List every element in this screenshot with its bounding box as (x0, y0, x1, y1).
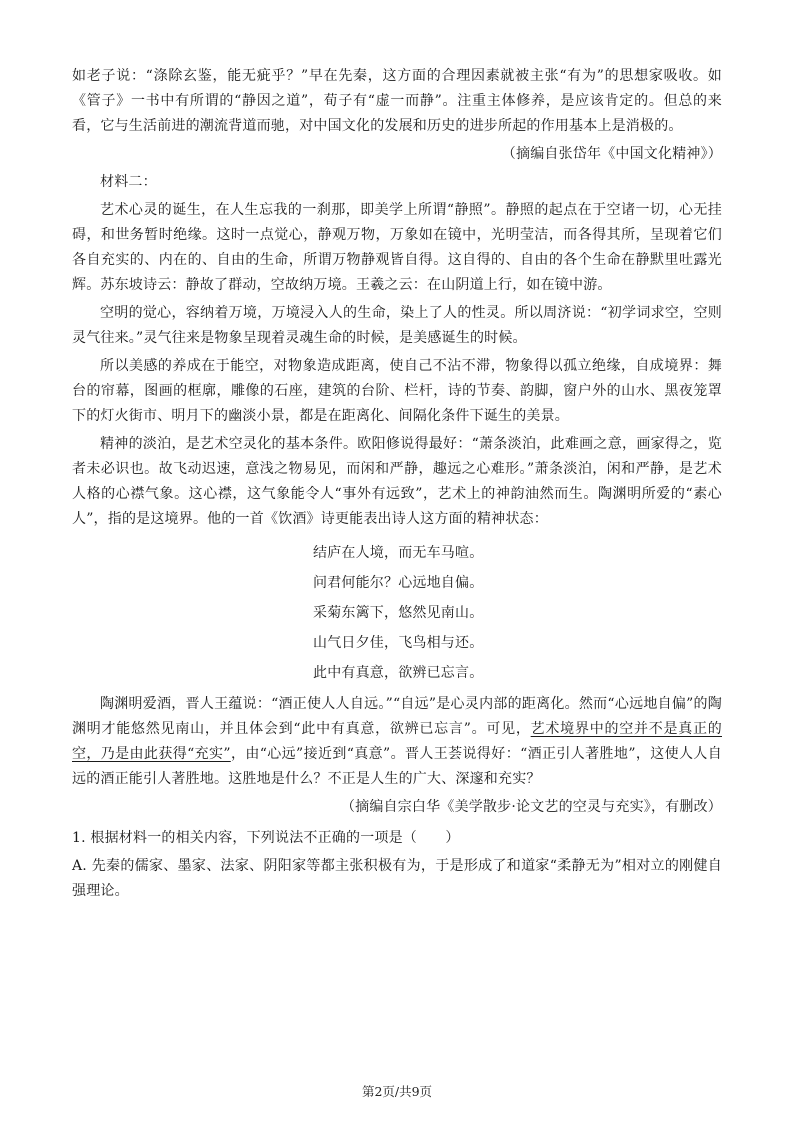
material2-paragraph-5 (72, 692, 722, 792)
poem-line: 山气日夕佳，飞鸟相与还。 (313, 635, 484, 651)
poem-line: 结庐在人境，而无车马喧。 (313, 545, 484, 561)
material2-paragraph-3: 所以美感的养成在于能空，对物象造成距离，使自己不沾不滞，物象得以孤立绝缘，自成境界：舞台的帘幕，图画的框廓，雕像的石座，建筑的台阶、栏杆，诗的节奏、韵脚，窗户外的山水、黑夜笼罩下的灯火街市、明月下的幽淡小景，都是在距离化、间隔化条件下诞生的美景。 (72, 358, 722, 424)
material2-source: （摘编自宗白华《美学散步·论文艺的空灵与充实》，有删改） (340, 799, 722, 815)
poem-line: 采菊东篱下，悠然见南山。 (313, 605, 484, 621)
material2-paragraph-4: 精神的淡泊，是艺术空灵化的基本条件。欧阳修说得最好：“萧条淡泊，此难画之意，画家得之，览者未必识也。故飞动迟速，意浅之物易见，而闲和严静，趣远之心难形。”萧条淡泊，闲和严静，是艺术人格的心襟气象。这心襟，这气象能令人“事外有远致”，艺术上的神韵油然而生。陶渊明所爱的“素心人”，指的是这境界。他的一首《饮酒》诗更能表出诗人这方面的精神状态： (72, 436, 722, 527)
page-number-footer: 第2页/共9页 (361, 1084, 433, 1099)
material2-paragraph-1: 艺术心灵的诞生，在人生忘我的一刹那，即美学上所谓“静照”。静照的起点在于空诸一切，心无挂碍，和世务暂时绝缘。这时一点觉心，静观万物，万象如在镜中，光明莹洁，而各得其所，呈现着它们各自充实的、内在的、自由的生命，所谓万物静观皆自得。这自得的、自由的各个生命在静默里吐露光辉。苏东坡诗云：静故了群动，空故纳万境。王羲之云：在山阴道上行，如在镜中游。 (72, 202, 722, 293)
poem-yinjiu (72, 538, 722, 688)
material2-heading: 材料二： (100, 174, 157, 190)
poem-line: 此中有真意，欲辨已忘言。 (313, 665, 484, 681)
underlined-key-sentence: 艺术境界中的空并不是真正的空，乃是由此获得“充实” (72, 721, 722, 762)
page-content (72, 64, 722, 904)
poem-line: 问君何能尔？心远地自偏。 (313, 575, 484, 591)
question-1-option-a: A. 先秦的儒家、墨家、法家、阴阳家等都主张积极有为，于是形成了和道家“柔静无为”相对立的刚健自强理论。 (72, 858, 722, 899)
material1-source: （摘编自张岱年《中国文化精神》） (501, 146, 722, 162)
material1-tail: 如老子说：“涤除玄鉴，能无疵乎？”早在先秦，这方面的合理因素就被主张“有为”的思想家吸收。如《管子》一书中有所谓的“静因之道”，荀子有“虚一而静”。注重主体修养，是应该肯定的。但总的来看，它与生活前进的潮流背道而驰，对中国文化的发展和历史的进步所起的作用基本上是消极的。 (72, 68, 722, 134)
material2-paragraph-2: 空明的觉心，容纳着万境，万境浸入人的生命，染上了人的性灵。所以周济说：“初学词求空，空则灵气往来。”灵气往来是物象呈现着灵魂生命的时候，是美感诞生的时候。 (72, 305, 722, 346)
paragraph-5-text-before: 陶渊明爱酒，晋人王蕴说：“酒正使人人自远。”“自远”是心灵内部的距离化。然而“心远地自偏”的陶渊明才能悠然见南山，并且体会到“此中有真意，欲辨已忘言”。可见， (72, 696, 722, 737)
question-1-stem: 1. 根据材料一的相关内容，下列说法不正确的一项是（ ） (72, 830, 460, 846)
paragraph-5-text-after: ，由“心远”接近到“真意”。晋人王荟说得好：“酒正引人著胜地”，这使人人自远的酒正能引人著胜地。这胜地是什么？不正是人生的广大、深邃和充实？ (72, 746, 722, 787)
